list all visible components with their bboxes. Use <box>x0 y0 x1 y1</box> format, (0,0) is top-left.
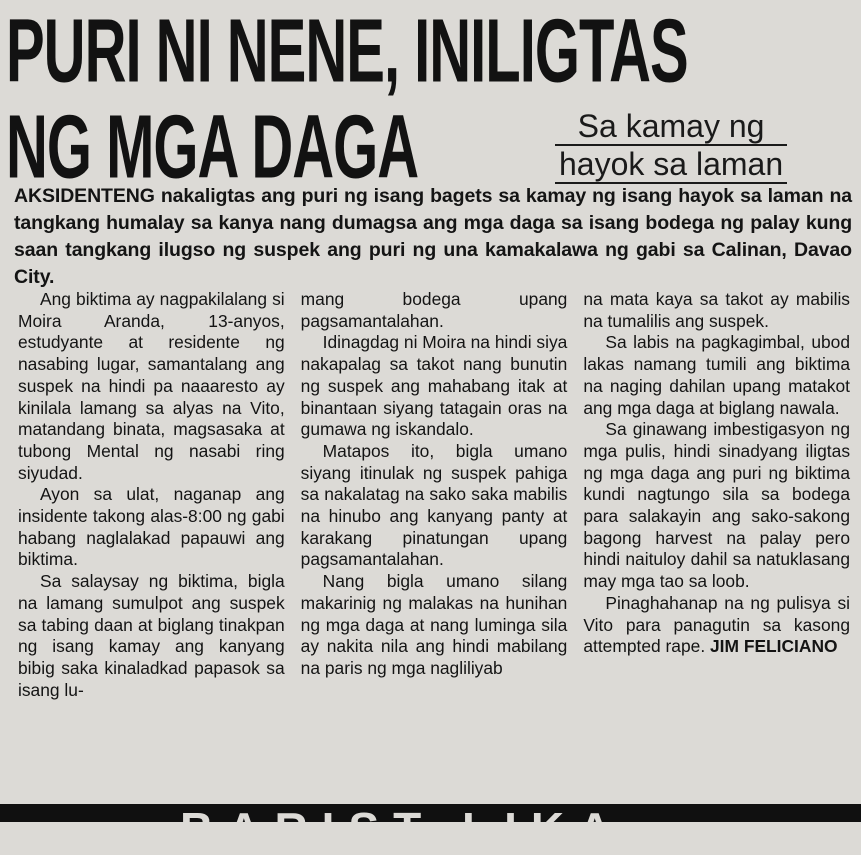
paragraph: Nang bigla umano silang makarinig ng malakas na hunihan ng mga daga at nang luminga sila ay nakita nila ang hindi mabilang na paris ng mga nagliliyab <box>300 571 568 678</box>
lead-paragraph: AKSIDENTENG nakaligtas ang puri ng isang bagets sa kamay ng isang hayok sa laman na tangkang humalay sa kanya nang dumagsa ang mga daga sa isang bodega ng palay kung saan tangkang ilugso ng suspek ang puri ng una kamakalawa ng gabi sa Calinan, Davao City. <box>14 185 852 288</box>
paragraph: Ayon sa ulat, naganap ang insidente takong alas-8:00 ng gabi habang naglalakad papauwi ang biktima. <box>18 484 285 570</box>
next-headline-fragment: BARIST LIKA <box>180 803 626 855</box>
article-column-2 <box>301 289 568 804</box>
byline: JIM FELICIANO <box>710 636 838 657</box>
subheadline-line-2: hayok sa laman <box>555 146 787 184</box>
paragraph: Sa salaysay ng biktima, bigla na lamang sumulpot ang suspek sa tabing daan at biglang tinakpan ng isang kamay ang kanyang bibig saka kinaladkad papasok sa isang lu- <box>18 571 285 700</box>
paragraph: Idinagdag ni Moira na hindi siya nakapalag sa takot nang bunutin ng suspek ang mahabang itak at binantaan siyang tatagain oras na gumawa ng iskandalo. <box>300 332 568 440</box>
article-column-3 <box>583 289 850 804</box>
paragraph: Sa ginawang imbestigasyon ng mga pulis, hindi sinadyang iligtas ng mga daga ang puri ng biktima kundi nagtungo sila sa bodega para salakayin ang sako-sakong bagong harvest na palay pero hindi naituloy dahil sa natuklasang may mga tao sa loob. <box>583 419 851 592</box>
headline-line-1: PURI NI NENE, INILIGTAS <box>6 0 688 102</box>
paragraph: mang bodega upang pagsamantalahan. <box>300 289 568 331</box>
headline-line-2: NG MGA DAGA <box>6 97 419 198</box>
subheadline <box>555 108 787 184</box>
next-article-header-strip <box>0 803 861 855</box>
article-column-1 <box>18 289 285 804</box>
paragraph <box>583 593 850 658</box>
paragraph-text: Pinaghahanap na ng pulisya si Vito para panagutin sa kasong attempted rape. <box>583 592 851 657</box>
paragraph: Sa labis na pagkagimbal, ubod lakas namang tumili ang biktima na naging dahilan upang matakot ang mga daga at biglang nawala. <box>583 332 851 418</box>
article-body <box>18 289 850 804</box>
paragraph: Ang biktima ay nagpakilalang si Moira Aranda, 13-anyos, estudyante at residente ng nasabing lugar, samantalang ang suspek na hindi pa naaaresto ay kinilala lamang sa alyas na Vito, matandang binata, magsasaka at tubong Mental ng nasabi ring siyudad. <box>18 289 285 483</box>
paragraph: Matapos ito, bigla umano siyang itinulak ng suspek pahiga sa nakalatag na sako saka mabilis na hinubo ang kanyang panty at karakang pinatungan upang pagsamantalahan. <box>300 440 568 570</box>
subheadline-line-1: Sa kamay ng <box>555 108 787 146</box>
paragraph: na mata kaya sa takot ay mabilis na tumalilis ang suspek. <box>583 289 851 331</box>
